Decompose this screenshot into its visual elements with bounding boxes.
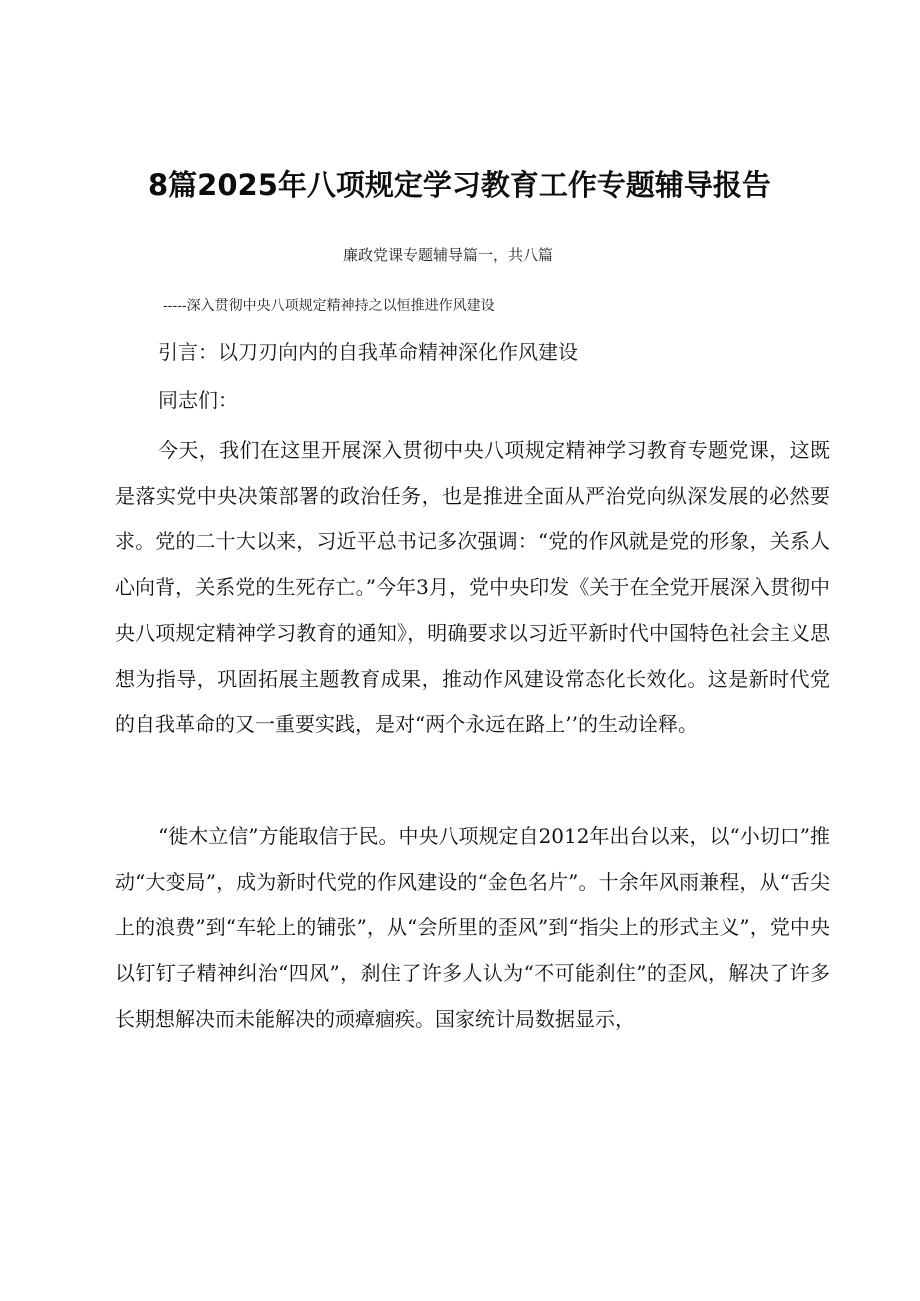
body-paragraph: “徙木立信”方能取信于民。中央八项规定自2012年出台以来，以“小切口”推动“大变局”，成为新时代党的作风建设的“金色名片”。十余年风雨兼程，从“舌尖上的浪费”到“车轮上的铺张”，从“会所里的歪风”到“指尖上的形式主义”，党中央以钉钉子精神纠治“四风”，刹住了许多人认为“不可能刹住”的歪风，解决了许多长期想解决而未能解决的顽瘴痼疾。国家统计局数据显示， bbox=[115, 824, 830, 1031]
greeting: 同志们： bbox=[158, 388, 238, 412]
document-title: 8篇2025年八项规定学习教育工作专题辅导报告 bbox=[148, 168, 771, 202]
document-subtitle: 廉政党课专题辅导篇一，共八篇 bbox=[343, 246, 554, 264]
body-paragraph: 今天，我们在这里开展深入贯彻中央八项规定精神学习教育专题党课，这既是落实党中央决策部署的政治任务，也是推进全面从严治党向纵深发展的必然要求。党的二十大以来，习近平总书记多次强调：“党的作风就是党的形象，关系人心向背，关系党的生死存亡。”今年3月，党中央印发《关于在全党开展深入贯彻中央八项规定精神学习教育的通知》，明确要求以习近平新时代中国特色社会主义思想为指导，巩固拓展主题教育成果，推动作风建设常态化长效化。这是新时代党的自我革命的又一重要实践，是对“两个永远在路上’’的生动诠释。 bbox=[115, 438, 830, 737]
document-subheading: -----深入贯彻中央八项规定精神持之以恒推进作风建设 bbox=[163, 298, 495, 314]
intro-heading: 引言：以刀刃向内的自我革命精神深化作风建设 bbox=[158, 340, 578, 364]
